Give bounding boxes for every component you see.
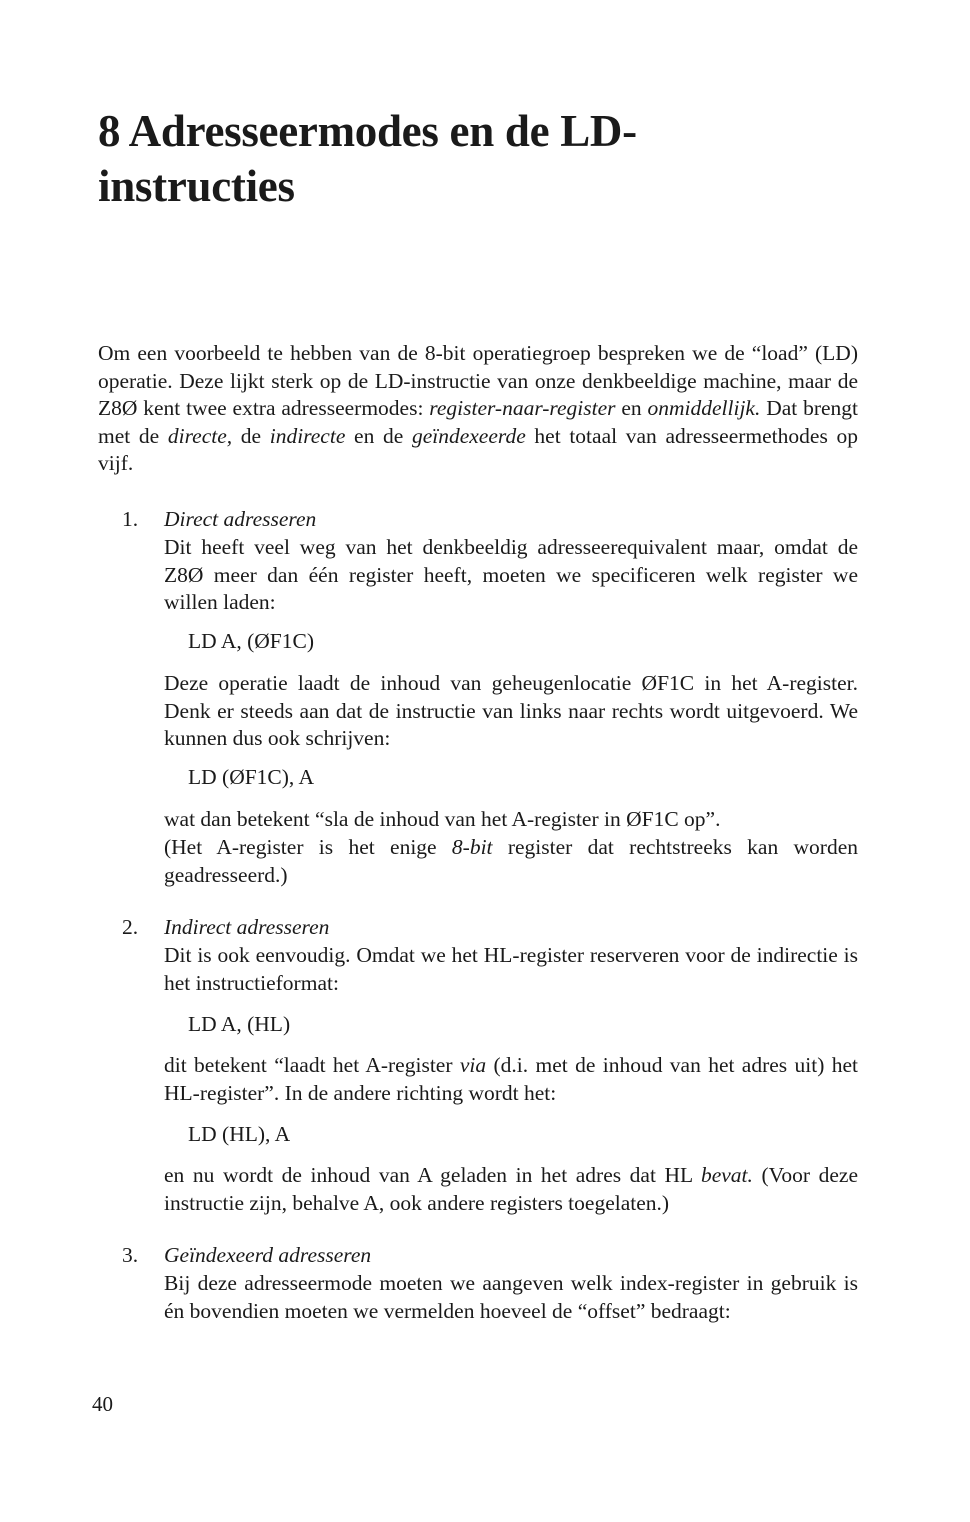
section-1-paragraph-4 (164, 834, 858, 889)
section-1-p4-emphasis: 8-bit (451, 835, 493, 859)
intro-emphasis-onmiddellijk: onmiddellijk. (647, 396, 761, 420)
intro-text-5: en de (345, 423, 412, 448)
intro-emphasis-register: register-naar-register (429, 396, 616, 420)
section-3-number: 3. (122, 1243, 139, 1267)
intro-paragraph (98, 340, 858, 478)
section-2-p2-emphasis: via (459, 1053, 487, 1077)
section-1-number: 1. (122, 507, 139, 531)
section-1-p4-text-a: (Het A-register is het enige (164, 835, 452, 859)
section-2-code-2: LD (HL), A (188, 1122, 291, 1146)
section-1-paragraph-2: Deze operatie laadt de inhoud van geheugenlocatie ØF1C in het A-register. Denk er steeds aan dat de instructie van links naar rechts wordt uitgevoerd. We kunnen dus ook schrijven: (164, 671, 858, 750)
section-1-paragraph-1: Dit heeft veel weg van het denkbeeldig adresseerequivalent maar, omdat de Z8Ø meer dan één register heeft, moeten we specificeren welk register we willen laden: (164, 535, 858, 614)
chapter-title (98, 104, 878, 214)
page-number: 40 (92, 1392, 113, 1416)
section-1-heading: Direct adresseren (164, 507, 317, 531)
section-2-p3-text-b: (Voor deze instructie zijn, behalve A, ook andere registers toegelaten.) (164, 1163, 859, 1215)
section-2-number: 2. (122, 915, 139, 939)
intro-text-4: de (232, 423, 270, 448)
section-2-paragraph-3 (164, 1162, 858, 1217)
chapter-title-line-2: instructies (98, 161, 295, 211)
section-1-p4-text-b: register dat rechtstreeks kan worden geadresseerd.) (164, 835, 858, 887)
intro-text-1: Om een voorbeeld te hebben van de 8-bit operatiegroep bespreken we de “load” (LD) operatie. Deze lijkt sterk op de LD-instructie van onze denkbeeldige machine, maar de Z8Ø kent twee extra adresseermodes: (98, 341, 858, 420)
section-1-paragraph-3: wat dan betekent “sla de inhoud van het A-register in ØF1C op”. (164, 807, 721, 831)
section-3-paragraph-1: Bij deze adresseermode moeten we aangeven welk index-register in gebruik is én bovendien moeten we vermelden hoeveel de “offset” bedraagt: (164, 1271, 858, 1323)
section-3-heading: Geïndexeerd adresseren (164, 1243, 372, 1267)
intro-emphasis-indirecte: indirecte (269, 423, 346, 448)
intro-text-2: en (615, 396, 648, 420)
intro-text-6: het totaal van adresseermethodes op vijf. (98, 423, 858, 475)
intro-emphasis-geindexeerde: geïndexeerde (411, 423, 526, 448)
section-2-heading: Indirect adresseren (164, 915, 330, 939)
intro-text-3: Dat brengt met de (98, 396, 859, 448)
section-2-p3-text-a: en nu wordt de inhoud van A geladen in het adres dat HL (164, 1163, 701, 1187)
section-1-code-2: LD (ØF1C), A (188, 765, 315, 789)
section-2-paragraph-2 (164, 1052, 858, 1107)
section-1-code-1: LD A, (ØF1C) (188, 629, 315, 653)
chapter-title-line-1: 8 Adresseermodes en de LD- (98, 106, 637, 156)
intro-emphasis-directe: directe, (167, 423, 233, 448)
section-2-p3-emphasis: bevat. (700, 1163, 753, 1187)
section-2-code-1: LD A, (HL) (188, 1012, 291, 1036)
section-2-p2-text-a: dit betekent “laadt het A-register (164, 1053, 460, 1077)
section-2-p2-text-b: (d.i. met de inhoud van het adres uit) het HL-register”. In de andere richting wordt het: (164, 1053, 858, 1105)
section-2-paragraph-1: Dit is ook eenvoudig. Omdat we het HL-register reserveren voor de indirectie is het instructieformat: (164, 943, 858, 995)
